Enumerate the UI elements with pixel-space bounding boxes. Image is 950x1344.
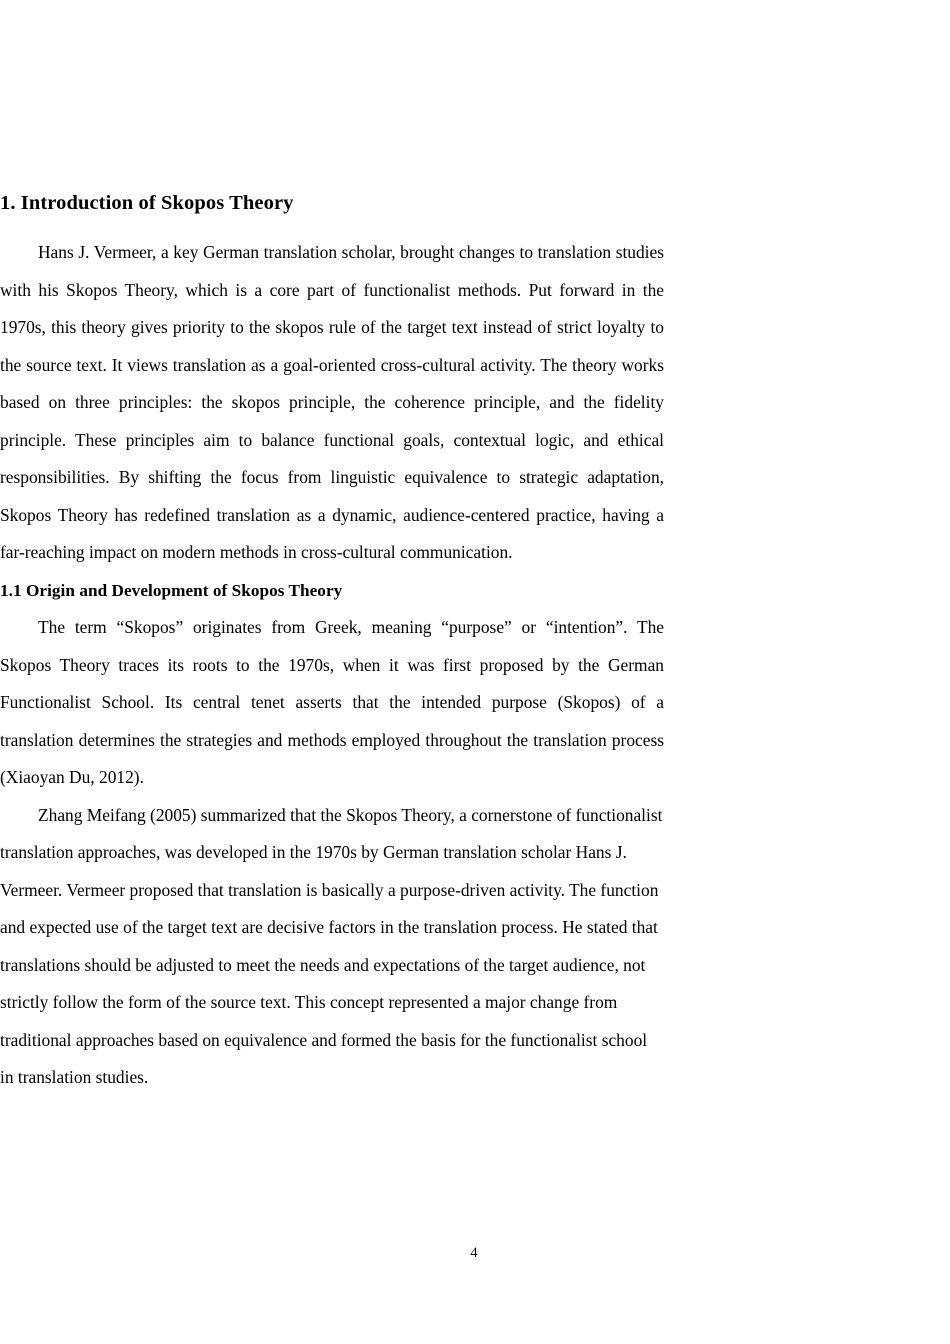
section-heading-1-1: 1.1 Origin and Development of Skopos Theory	[0, 580, 343, 600]
page-title-heading-1: 1. Introduction of Skopos Theory	[0, 192, 294, 214]
document-body	[0, 234, 664, 1097]
paragraph-zhang-meifang: Zhang Meifang (2005) summarized that the Skopos Theory, a cornerstone of functionalist translation approaches, was developed in the 1970s by German translation scholar Hans J. Vermeer. Vermeer proposed that translation is basically a purpose-driven activity. The function and expected use of the target text are decisive factors in the translation process. He stated that translations should be adjusted to meet the needs and expectations of the target audience, not strictly follow the form of the source text. This concept represented a major change from traditional approaches based on equivalence and formed the basis for the functionalist school in translation studies.	[0, 804, 663, 1087]
paragraph-introduction: Hans J. Vermeer, a key German translation scholar, brought changes to translation studies with his Skopos Theory, which is a core part of functionalist methods. Put forward in the 1970s, this theory gives priority to the skopos rule of the target text instead of strict loyalty to the source text. It views translation as a goal-oriented cross-cultural activity. The theory works based on three principles: the skopos principle, the coherence principle, and the fidelity principle. These principles aim to balance functional goals, contextual logic, and ethical responsibilities. By shifting the focus from linguistic equivalence to strategic adaptation, Skopos Theory has redefined translation as a dynamic, audience-centered practice, having a far-reaching impact on modern methods in cross-cultural communication.	[0, 242, 664, 562]
page-number-footer: 4	[470, 1245, 478, 1261]
paragraph-origin-development: The term “Skopos” originates from Greek, meaning “purpose” or “intention”. The Skopos Theory traces its roots to the 1970s, when it was first proposed by the German Functionalist School. Its central tenet asserts that the intended purpose (Skopos) of a translation determines the strategies and methods employed throughout the translation process (Xiaoyan Du, 2012).	[0, 617, 664, 787]
